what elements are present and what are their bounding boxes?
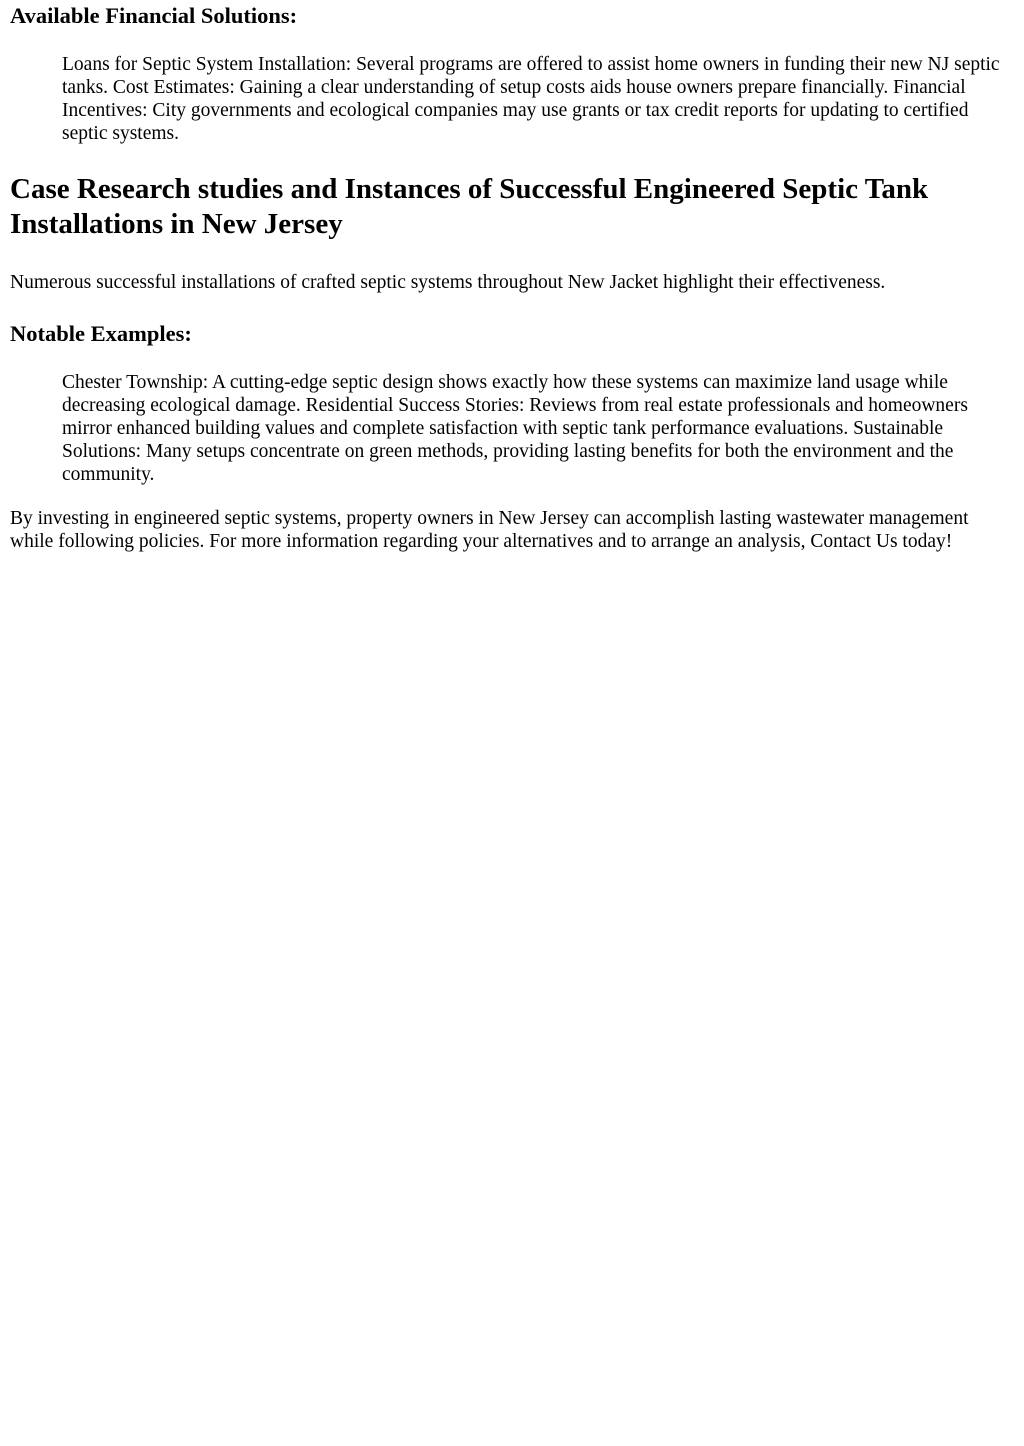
- closing-paragraph: By investing in engineered septic systems, property owners in New Jersey can accomplish lasting wastewater management while following policies. For more information regarding your alternatives and to arrange an analysis, Contact Us today!: [10, 508, 969, 552]
- financial-solutions-text: Loans for Septic System Installation: Several programs are offered to assist home owners in funding their new NJ septic tanks. Cost Estimates: Gaining a clear understanding of setup costs aids house owners prepare financially. Financial Incentives: City governments and ecological companies may use grants or tax credit reports for updating to certified septic systems.: [62, 54, 1000, 144]
- notable-examples-text: Chester Township: A cutting-edge septic design shows exactly how these systems can maximize land usage while decreasing ecological damage. Residential Success Stories: Reviews from real estate professionals and homeowners mirror enhanced building values and complete satisfaction with septic tank performance evaluations. Sustainable Solutions: Many setups concentrate on green methods, providing lasting benefits for both the environment and the community.: [62, 372, 968, 485]
- document-page: [0, 0, 1024, 553]
- notable-examples-heading: Notable Examples:: [10, 321, 192, 346]
- financial-solutions-quote: [62, 53, 1014, 145]
- financial-solutions-heading: Available Financial Solutions:: [10, 3, 298, 28]
- case-studies-heading: Case Research studies and Instances of Successful Engineered Septic Tank Installations in New Jersey: [10, 173, 929, 240]
- notable-examples-quote: [62, 371, 1014, 486]
- case-studies-intro: Numerous successful installations of crafted septic systems throughout New Jacket highlight their effectiveness.: [10, 272, 886, 293]
